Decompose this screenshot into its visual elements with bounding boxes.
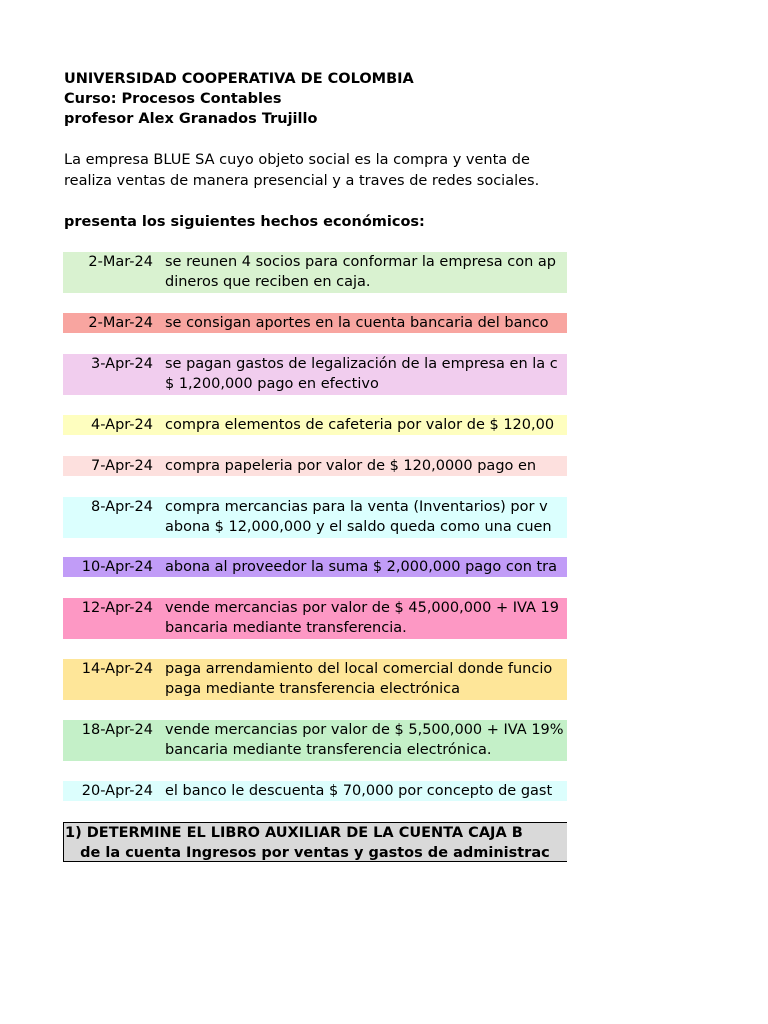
university-title: UNIVERSIDAD COOPERATIVA DE COLOMBIA bbox=[64, 71, 414, 87]
event-row bbox=[63, 557, 567, 577]
event-date: 3-Apr-24 bbox=[91, 356, 153, 372]
event-row bbox=[63, 720, 567, 761]
event-date: 2-Mar-24 bbox=[88, 254, 153, 270]
task-line-2: de la cuenta Ingresos por ventas y gastos de administrac bbox=[65, 845, 550, 861]
event-date: 10-Apr-24 bbox=[81, 559, 153, 575]
intro-line-2: realiza ventas de manera presencial y a traves de redes sociales. bbox=[64, 173, 540, 189]
event-date: 14-Apr-24 bbox=[81, 661, 153, 677]
event-row bbox=[63, 659, 567, 700]
event-description-line: el banco le descuenta $ 70,000 por concepto de gast bbox=[165, 783, 553, 799]
professor-name: profesor Alex Granados Trujillo bbox=[64, 111, 318, 127]
event-row bbox=[63, 497, 567, 538]
task-box bbox=[63, 822, 567, 862]
event-date: 12-Apr-24 bbox=[81, 600, 153, 616]
event-description-line: paga mediante transferencia electrónica bbox=[165, 681, 461, 697]
event-row bbox=[63, 354, 567, 395]
task-line-1: 1) DETERMINE EL LIBRO AUXILIAR DE LA CUENTA CAJA B bbox=[65, 825, 523, 841]
event-row bbox=[63, 252, 567, 293]
print-area bbox=[63, 0, 567, 1024]
event-date: 4-Apr-24 bbox=[91, 417, 153, 433]
event-description-line: $ 1,200,000 pago en efectivo bbox=[165, 376, 379, 392]
event-description-line: vende mercancias por valor de $ 5,500,000 + IVA 19% bbox=[165, 722, 564, 738]
event-description-line: bancaria mediante transferencia electrónica. bbox=[165, 742, 492, 758]
event-description-line: dineros que reciben en caja. bbox=[165, 274, 371, 290]
event-date: 2-Mar-24 bbox=[88, 315, 153, 331]
event-date: 20-Apr-24 bbox=[81, 783, 153, 799]
event-description-line: se reunen 4 socios para conformar la empresa con ap bbox=[165, 254, 557, 270]
event-date: 18-Apr-24 bbox=[81, 722, 153, 738]
event-row bbox=[63, 415, 567, 435]
event-description-line: compra elementos de cafeteria por valor de $ 120,00 bbox=[165, 417, 555, 433]
event-description-line: vende mercancias por valor de $ 45,000,000 + IVA 19 bbox=[165, 600, 559, 616]
event-description-line: se pagan gastos de legalización de la empresa en la c bbox=[165, 356, 558, 372]
event-description-line: compra mercancias para la venta (Inventarios) por v bbox=[165, 499, 548, 515]
section-title: presenta los siguientes hechos económicos: bbox=[64, 214, 425, 230]
event-date: 8-Apr-24 bbox=[91, 499, 153, 515]
event-row bbox=[63, 781, 567, 801]
event-description-line: paga arrendamiento del local comercial donde funcio bbox=[165, 661, 553, 677]
event-row bbox=[63, 313, 567, 333]
event-description-line: bancaria mediante transferencia. bbox=[165, 620, 407, 636]
course-title: Curso: Procesos Contables bbox=[64, 91, 282, 107]
event-description-line: compra papeleria por valor de $ 120,0000 pago en bbox=[165, 458, 537, 474]
intro-line-1: La empresa BLUE SA cuyo objeto social es la compra y venta de bbox=[64, 152, 530, 168]
event-description-line: se consigan aportes en la cuenta bancaria del banco bbox=[165, 315, 549, 331]
event-row bbox=[63, 456, 567, 476]
event-description-line: abona al proveedor la suma $ 2,000,000 pago con tra bbox=[165, 559, 558, 575]
event-row bbox=[63, 598, 567, 639]
event-description-line: abona $ 12,000,000 y el saldo queda como una cuen bbox=[165, 519, 552, 535]
event-date: 7-Apr-24 bbox=[91, 458, 153, 474]
